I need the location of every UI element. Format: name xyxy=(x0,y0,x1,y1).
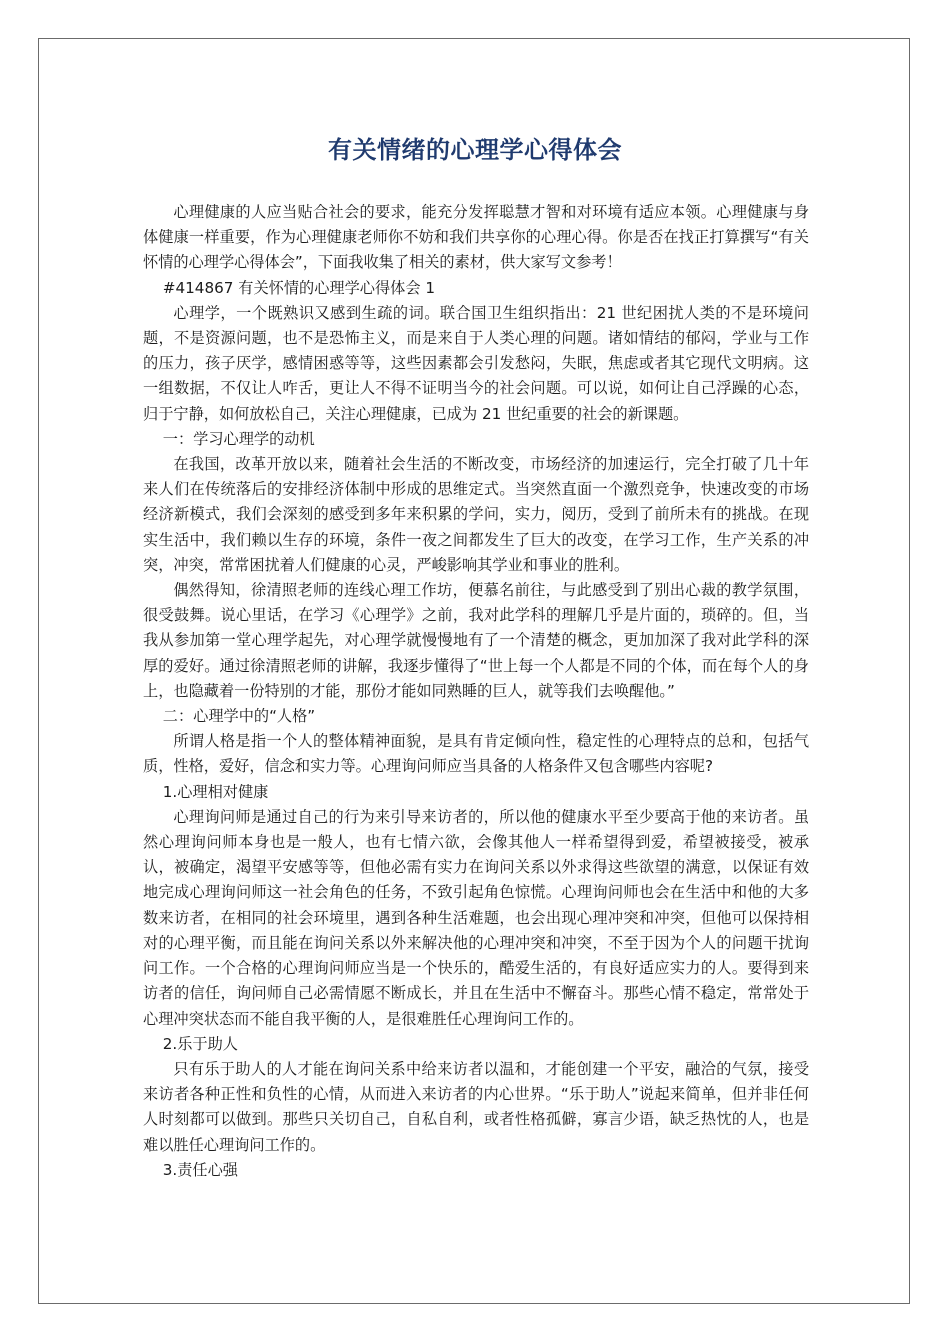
document-title: 有关情绪的心理学心得体会 xyxy=(328,136,622,164)
body-paragraph: 偶然得知，徐清照老师的连线心理工作坊，便慕名前往，与此感受到了别出心裁的教学氛围，很受鼓舞。说心里话，在学习《心理学》之前，我对此学科的理解几乎是片面的，琐碎的。但，当我从参加第一堂心理学起先，对心理学就慢慢地有了一个清楚的概念，更加加深了我对此学科的深厚的爱好。通过徐清照老师的讲解，我逐步懂得了“世上每一个人都是不同的个体，而在每个人的身上，也隐藏着一份特别的才能，那份才能如同熟睡的巨人，就等我们去唤醒他。” xyxy=(143,581,809,700)
subsection-heading: 1.心理相对健康 xyxy=(162,782,269,801)
document-body xyxy=(143,200,809,1183)
subsection-heading: 3.责任心强 xyxy=(162,1160,238,1179)
intro-paragraph: 心理健康的人应当贴合社会的要求，能充分发挥聪慧才智和对环境有适应本领。心理健康与身体健康一样重要，作为心理健康老师你不妨和我们共享你的心理心得。你是否在找正打算撰写“有关怀情的心理学心得体会”，下面我收集了相关的素材，供大家写文参考！ xyxy=(143,203,809,272)
body-paragraph: 在我国，改革开放以来，随着社会生活的不断改变，市场经济的加速运行，完全打破了几十年来人们在传统落后的安排经济体制中形成的思维定式。当突然直面一个激烈竞争，快速改变的市场经济新模式，我们会深刻的感受到多年来积累的学问，实力，阅历，受到了前所未有的挑战。在现实生活中，我们赖以生存的环境，条件一夜之间都发生了巨大的改变，在学习工作，生产关系的冲突，冲突，常常困扰着人们健康的心灵，严峻影响其学业和事业的胜利。 xyxy=(143,455,809,574)
body-paragraph: 只有乐于助人的人才能在询问关系中给来访者以温和，才能创建一个平安，融洽的气氛，接受来访者各种正性和负性的心情，从而进入来访者的内心世界。“乐于助人”说起来简单，但并非任何人时刻都可以做到。那些只关切自己，自私自利，或者性格孤僻，寡言少语，缺乏热忱的人，也是难以胜任心理询问工作的。 xyxy=(143,1059,809,1154)
body-paragraph: 心理询问师是通过自己的行为来引导来访者的，所以他的健康水平至少要高于他的来访者。虽然心理询问师本身也是一般人，也有七情六欲，会像其他人一样希望得到爱，希望被接受，被承认，被确定，渴望平安感等等，但他必需有实力在询问关系以外求得这些欲望的满意，以保证有效地完成心理询问师这一社会角色的任务，不致引起角色惊慌。心理询问师也会在生活中和他的大多数来访者，在相同的社会环境里，遇到各种生活难题，也会出现心理冲突和冲突，但他可以保持相对的心理平衡，而且能在询问关系以外来解决他的心理冲突和冲突，不至于因为个人的问题干扰询问工作。一个合格的心理询问师应当是一个快乐的，酷爱生活的，有良好适应实力的人。要得到来访者的信任，询问师自己必需情愿不断成长，并且在生活中不懈奋斗。那些心情不稳定，常常处于心理冲突状态而不能自我平衡的人，是很难胜任心理询问工作的。 xyxy=(143,807,809,1028)
body-paragraph: 心理学，一个既熟识又感到生疏的词。联合国卫生组织指出：21 世纪困扰人类的不是环境问题，不是资源问题，也不是恐怖主义，而是来自于人类心理的问题。诸如情结的郁闷，学业与工作的压力，孩子厌学，感情困惑等等，这些因素都会引发愁闷，失眠，焦虑或者其它现代文明病。这一组数据，不仅让人咋舌，更让人不得不证明当今的社会问题。可以说，如何让自己浮躁的心态，归于宁静，如何放松自己，关注心理健康，已成为 21 世纪重要的社会的新课题。 xyxy=(143,303,809,423)
body-paragraph: 所谓人格是指一个人的整体精神面貌，是具有肯定倾向性，稳定性的心理特点的总和，包括气质，性格，爱好，信念和实力等。心理询问师应当具备的人格条件又包含哪些内容呢? xyxy=(143,732,809,776)
subsection-heading: 2.乐于助人 xyxy=(162,1034,238,1053)
essay-heading: #414867 有关怀情的心理学心得体会 1 xyxy=(162,278,436,297)
section-heading: 一：学习心理学的动机 xyxy=(162,429,315,448)
section-heading: 二：心理学中的“人格” xyxy=(162,707,316,726)
